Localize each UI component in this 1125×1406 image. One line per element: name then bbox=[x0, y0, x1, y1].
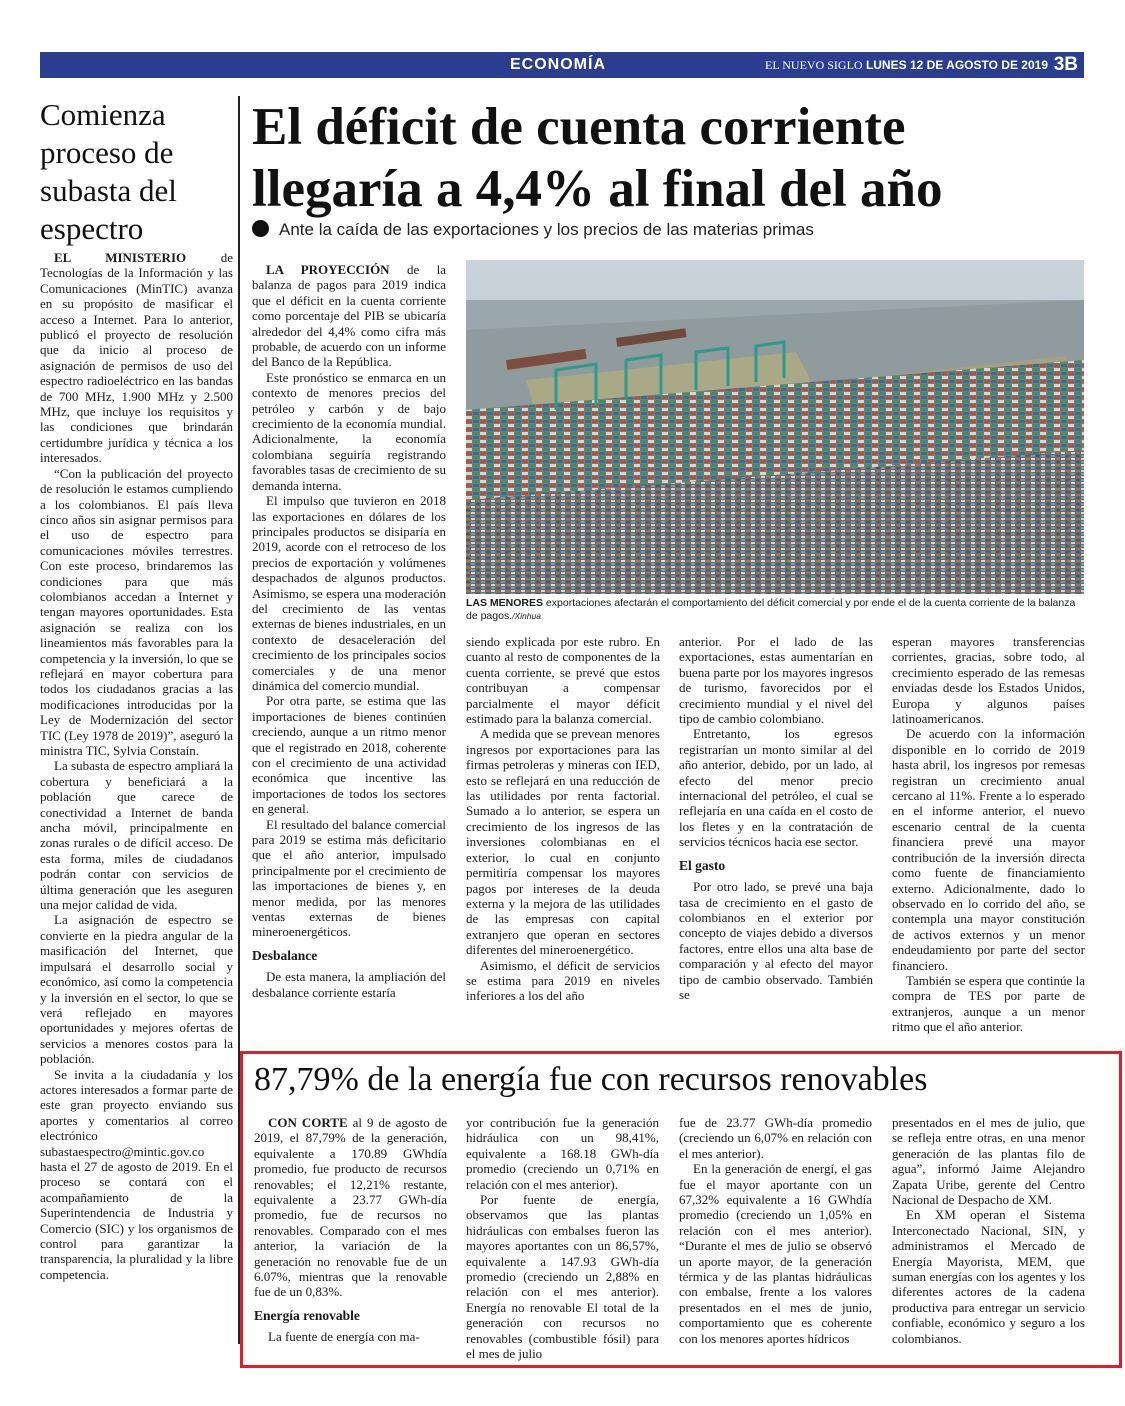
article-paragraph bbox=[679, 726, 873, 849]
box-column-4 bbox=[892, 1115, 1085, 1346]
article-paragraph bbox=[466, 958, 660, 1004]
paragraph-lead-in: EL MINISTERIO bbox=[54, 250, 187, 265]
article-column-4 bbox=[892, 634, 1085, 1035]
article-paragraph bbox=[252, 969, 446, 1000]
paragraph-text: A medida que se prevean menores ingresos por exportaciones para las firmas petroleras y mineras con IED, esto se reflejará en una reducción de las utilidades por renta factorial. Sumado a lo anterior, se espera un crecimiento de los ingresos de las inversiones colombianas en el exterior, lo cual en conjunto permitiría compensar los mayores pagos por intereses de la deuda externa y la mejora de las utilidades de las empresas con capital extranjero que operan en sectores diferentes del mineroenergético. bbox=[466, 726, 660, 958]
paragraph-text: En XM operan el Sistema Interconectado Nacional, SIN, y administramos el Mercado de Energía Mayorista, MEM, que suman energías con los agentes y los diferentes actores de la cadena productiva para entregar un servicio confiable, económico y seguro a los colombianos. bbox=[892, 1207, 1085, 1346]
paragraph-text: fue de 23.77 GWh-día promedio (creciendo un 6,07% en relación con el mes anterior). bbox=[679, 1115, 872, 1161]
section-name: ECONOMÍA bbox=[510, 56, 606, 73]
paragraph-text: Se invita a la ciudadanía y los actores interesados a formar parte de este gran proyecto enviando sus aportes y comentarios al correo electrónico subastaespectro@mintic.gov.co hasta el 27 de agosto de 2019. En el proceso se contará con el acompañamiento de la Superintendencia de Industria y Comercio (SIC) y los organismos de control para garantizar la transparencia, la pluralidad y la libre competencia. bbox=[40, 1066, 233, 1282]
article-paragraph bbox=[40, 912, 233, 1066]
paragraph-text: De esta manera, la ampliación del desbalance corriente estaría bbox=[252, 969, 446, 1000]
box-column-2 bbox=[466, 1115, 659, 1362]
article-column-3 bbox=[679, 634, 873, 1002]
paragraph-text: presentados en el mes de julio, que se refleja entre otras, en una menor generación de las plantas filo de agua”, informó Jaime Alejandro Zapata Uribe, gerente del Centro Nacional de Despacho de XM. bbox=[892, 1115, 1085, 1208]
article-paragraph bbox=[40, 1067, 233, 1283]
article-paragraph bbox=[254, 1329, 447, 1344]
article-paragraph bbox=[892, 634, 1085, 726]
paragraph-text: al 9 de agosto de 2019, el 87,79% de la generación, equivalente a 170.89 GWhdía promedio, fue producto de recursos renovables; el 12,21% restante, equivalente a 23.77 GWh-día promedio, fue de recursos no renovables. Comparado con el mes anterior, la variación de la generación no renovable fue de un 6.07%, mientras que la renovable fue de un 0,83%. bbox=[254, 1115, 447, 1300]
section-header-bar bbox=[40, 52, 1084, 78]
paragraph-text: Por otro lado, se prevé una baja tasa de crecimiento en el gasto de colombianos en el exterior por concepto de viajes debido a diversos factores, entre ellos una alta base de comparación y al efecto del mayor tipo de cambio observado. También se bbox=[679, 879, 873, 1002]
article-paragraph bbox=[40, 250, 233, 466]
box-column-3 bbox=[679, 1115, 872, 1346]
article-paragraph bbox=[40, 758, 233, 912]
article-column-2 bbox=[466, 634, 660, 1004]
paragraph-text: La asignación de espectro se convierte en la piedra angular de la masificación del Internet, que impulsará el desarrollo social y económico, así como la competencia y la inversión en el sector, lo que se verá reflejado en mayores oportunidades y mejores ofertas de servicios a menores costos para la población. bbox=[40, 912, 233, 1067]
paragraph-text: yor contribución fue la generación hidráulica con un 98,41%, equivalente a 168.18 GWh-día promedio (creciendo un 0,71% en relación con el mes anterior). bbox=[466, 1115, 659, 1192]
container-port-photo-icon bbox=[466, 260, 1084, 594]
article-paragraph bbox=[466, 1115, 659, 1192]
paragraph-text: En la generación de energí, el gas fue el mayor aportante con un 67,32% equivalente a 16 GWhdía promedio (creciendo un 1,05% en relación con el mes anterior). “Durante el mes de julio se observó un aporte mayor, de la generación térmica y de las plantas hidráulicas con embalse, frente a los valores presentados en el mes de junio, comportamiento que es coherente con los menores aportes hídricos bbox=[679, 1161, 872, 1346]
article-paragraph bbox=[892, 973, 1085, 1035]
paragraph-text: De acuerdo con la información disponible en lo corrido de 2019 hasta abril, los ingresos por remesas registran un crecimiento anual cercano al 11%. Frente a lo esperado en el informe anterior, el nuevo escenario central de la cuenta financiera prevé una mayor contribución de la inversión directa como fuente de financiamiento externo. Adicionalmente, dado lo observado en lo corrido del año, se contempla una mayor constitución de activos externos y un menor endeudamiento por parte del sector financiero. bbox=[892, 726, 1085, 973]
paragraph-text: siendo explicada por este rubro. En cuanto al resto de componentes de la cuenta corriente, se prevé que estos contribuyan a compensar parcialmente el mayor déficit estimado para la balanza comercial. bbox=[466, 634, 660, 727]
sidebar-article-body bbox=[40, 250, 233, 1282]
paragraph-text: de Tecnologías de la Información y las Comunicaciones (MinTIC) avanza en su propósito de masificar el acceso a Internet. Para lo anterior, publicó el proyecto de resolución que da inicio al proceso de asignación de permisos de uso del espectro radioeléctrico en las bandas de 700 MHz, 1.900 MHz y 2.500 MHz, que incluye los requisitos y las condiciones que brindarán certidumbre jurídica y técnica a los interesados. bbox=[40, 250, 233, 466]
page-number: 3B bbox=[1053, 54, 1078, 75]
paragraph-text: También se espera que continúe la compra de TES por parte de extranjeros, aunque a un menor ritmo que el año anterior. bbox=[892, 972, 1085, 1035]
article-paragraph bbox=[892, 1115, 1085, 1207]
main-headline: El déficit de cuenta corriente llegaría a 4,4% al final del año bbox=[252, 98, 943, 218]
article-paragraph bbox=[254, 1115, 447, 1300]
section-subheading: Energía renovable bbox=[254, 1307, 360, 1323]
paragraph-text: Entretanto, los egresos registrarían un monto similar al del año anterior, debido, por un lado, al efecto del menor precio internacional del petróleo, el cual se reflejaría en una caída en el costo de los fletes y en la contratación de servicios técnicos hacia ese sector. bbox=[679, 726, 873, 850]
paragraph-text: Asimismo, el déficit de servicios se estima para 2019 en niveles inferiores a los del año bbox=[466, 957, 660, 1004]
paragraph-text: Por fuente de energía, observamos que las plantas hidráulicas con embalses fueron las mayores aportantes con un 86,57%, equivalente a 147.93 GWh-día promedio (creciendo un 2,88% en relación con el mes anterior). Energía no renovable El total de la generación con recursos no renovables (combustible fósil) para el mes de julio bbox=[466, 1192, 659, 1362]
issue-date: LUNES 12 DE AGOSTO DE 2019 bbox=[865, 58, 1048, 72]
article-paragraph bbox=[252, 693, 446, 816]
paragraph-text: esperan mayores transferencias corrientes, gracias, sobre todo, al crecimiento esperado de las remesas enviadas desde los Estados Unidos, Europa y algunos países latinoamericanos. bbox=[892, 634, 1085, 727]
container-port-photo bbox=[466, 260, 1084, 594]
article-paragraph bbox=[40, 466, 233, 759]
paragraph-text: “Con la publicación del proyecto de resolución le estamos cumpliendo a los colombianos. El país lleva cinco años sin asignar permisos para el uso de espectro para comunicaciones móviles terrestres. Con este proceso, brindaremos las condiciones para que más colombianos accedan a Internet y tengan mayores oportunidades. Esta asignación se realiza con los lineamientos más favorables para la competencia y la inversión, lo que se reflejará en mayor cobertura para todos los ciudadanos gracias a las modificaciones introducidas por la Ley de Modernización del sector TIC (Ley 1978 de 2019)”, aseguró la ministra TIC, Sylvia Constaín. bbox=[40, 465, 233, 758]
article-paragraph bbox=[252, 493, 446, 693]
article-paragraph bbox=[466, 634, 660, 726]
article-paragraph bbox=[679, 879, 873, 1002]
subheadline bbox=[252, 220, 1082, 240]
bullet-icon bbox=[252, 220, 269, 237]
paragraph-lead-in: LA PROYECCIÓN bbox=[266, 262, 390, 277]
article-paragraph bbox=[679, 1161, 872, 1346]
article-paragraph bbox=[892, 726, 1085, 973]
photo-credit: /Xinhua bbox=[512, 611, 541, 621]
article-paragraph bbox=[679, 634, 873, 726]
paragraph-text: El resultado del balance comercial para 2019 se estima más deficitario que el año anterior, impulsado principalmente por el crecimiento de las importaciones de bienes y, en menor medida, por las menores ventas externas de bienes mineroenergéticos. bbox=[252, 816, 446, 940]
paragraph-text: El impulso que tuvieron en 2018 las exportaciones en dólares de los principales productos se disiparía en 2019, acorde con el retroceso de los precios de exportación y volúmenes despachados de algunos productos. Asimismo, se espera una moderación del crecimiento de las ventas externas de bienes industriales, en un contexto de desaceleración del crecimiento de los principales socios comerciales y de una menor dinámica del comercio mundial. bbox=[252, 493, 446, 693]
caption-lead: LAS MENORES bbox=[466, 597, 544, 609]
article-paragraph bbox=[892, 1207, 1085, 1346]
section-subheading: Desbalance bbox=[252, 947, 318, 963]
paragraph-lead-in: CON CORTE bbox=[268, 1115, 348, 1130]
section-subheading: El gasto bbox=[679, 857, 726, 873]
paragraph-text: Este pronóstico se enmarca en un contexto de menores precios del petróleo y carbón y de bajo crecimiento de la economía mundial. Adicionalmente, la economía colombiana seguiría registrando favorables tasas de crecimiento de su demanda interna. bbox=[252, 369, 446, 493]
box-column-1 bbox=[254, 1115, 447, 1345]
article-paragraph bbox=[252, 817, 446, 940]
paragraph-text: Por otra parte, se estima que las importaciones de bienes continúen creciendo, aunque a un ritmo menor que el registrado en 2018, coherente con el crecimiento de una actividad económica que incentive las importaciones de todos los sectores en general. bbox=[252, 693, 446, 817]
article-paragraph bbox=[252, 262, 446, 370]
sidebar-title: Comienza proceso de subasta del espectro bbox=[40, 97, 177, 246]
article-paragraph bbox=[466, 726, 660, 957]
masthead-info bbox=[765, 58, 1048, 73]
box-headline: 87,79% de la energía fue con recursos renovables bbox=[254, 1061, 928, 1098]
paragraph-text: anterior. Por el lado de las exportaciones, estas aumentarían en buena parte por los mayores ingresos de turismo, favorecidos por el crecimiento mundial y el nivel del tipo de cambio colombiano. bbox=[679, 634, 873, 727]
article-column-1 bbox=[252, 262, 446, 1000]
caption-text: exportaciones afectarán el comportamiento del déficit comercial y por ende el de la cuenta corriente de la balanza de pagos. bbox=[466, 597, 1076, 622]
subheadline-text: Ante la caída de las exportaciones y los precios de las materias primas bbox=[279, 220, 814, 239]
photo-caption bbox=[466, 597, 1084, 623]
article-paragraph bbox=[252, 370, 446, 493]
article-paragraph bbox=[679, 1115, 872, 1161]
paragraph-text: La subasta de espectro ampliará la cobertura y beneficiará a la población que carece de conectividad a Internet de banda ancha móvil, principalmente en zonas rurales o de difícil acceso. De esta forma, miles de ciudadanos podrán contar con servicios de última generación que les aseguren una mejor calidad de vida. bbox=[40, 758, 233, 913]
newspaper-name: EL NUEVO SIGLO bbox=[765, 58, 863, 72]
paragraph-text: La fuente de energía con ma- bbox=[268, 1329, 420, 1345]
article-paragraph bbox=[466, 1192, 659, 1361]
paragraph-text: de la balanza de pagos para 2019 indica que el déficit en la cuenta corriente como porcentaje del PIB se ubicaría alrededor del 4,4% como cifra más probable, de acuerdo con un informe del Banco de la República. bbox=[252, 262, 447, 370]
